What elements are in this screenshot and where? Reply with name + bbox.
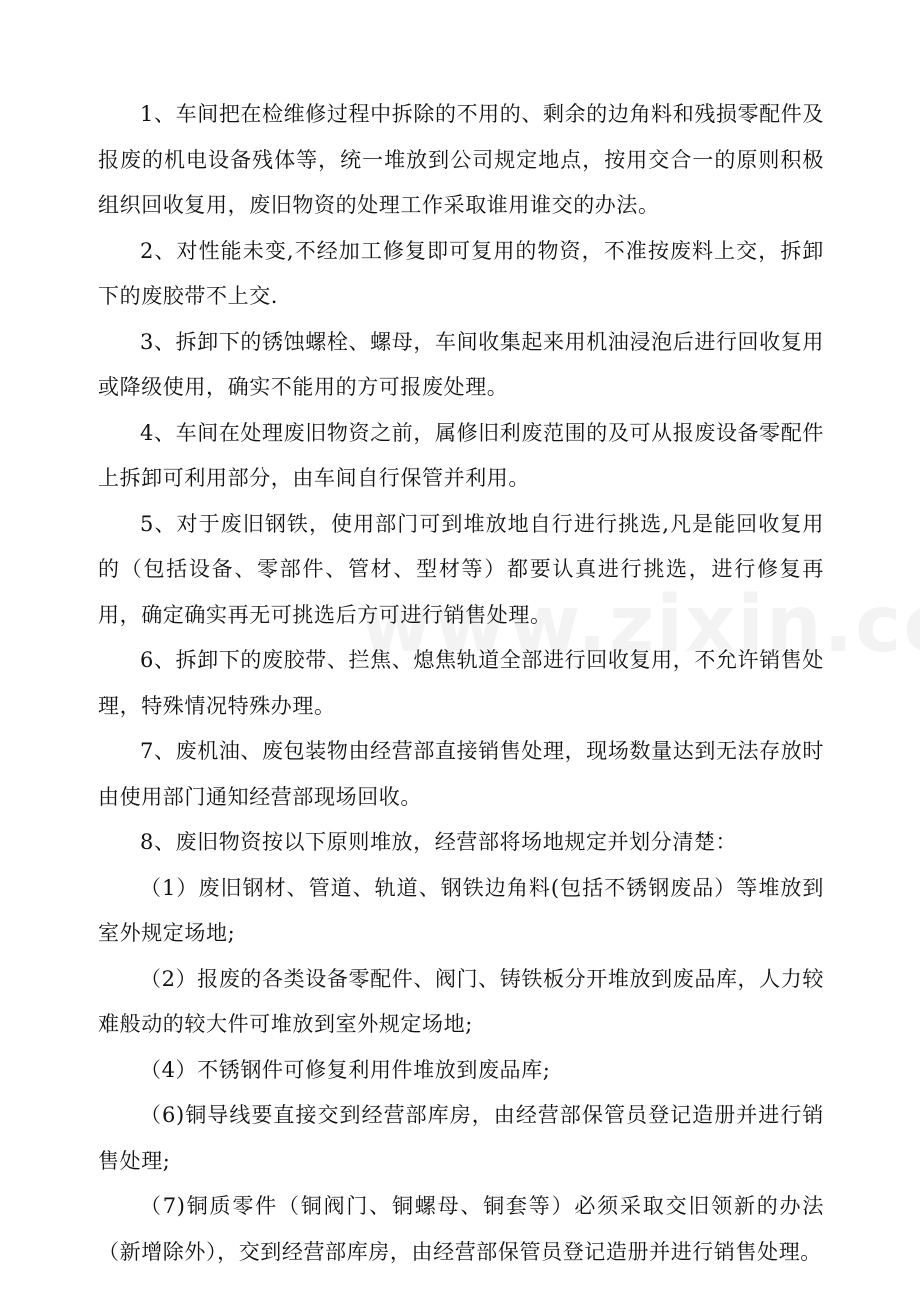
paragraph-3: 3、拆卸下的锈蚀螺栓、螺母，车间收集起来用机油浸泡后进行回收复用或降级使用，确实不能用的方可报废处理。: [98, 329, 824, 399]
paragraph-6: 6、拆卸下的废胶带、拦焦、熄焦轨道全部进行回收复用，不允许销售处理，特殊情况特殊办理。: [98, 648, 824, 718]
sub-item-2: （2）报废的各类设备零配件、阀门、铸铁板分开堆放到废品库，人力较难般动的较大件可堆放到室外规定场地;: [98, 966, 824, 1036]
sub-item-4: （4）不锈钢件可修复利用件堆放到废品库;: [140, 1057, 551, 1082]
paragraph-5: 5、对于废旧钢铁，使用部门可到堆放地自行进行挑选,凡是能回收复用的（包括设备、零部件、管材、型材等）都要认真进行挑选，进行修复再用，确定确实再无可挑选后方可进行销售处理。: [98, 511, 824, 627]
document-body: [98, 92, 824, 1275]
sub-item-6: （6)铜导线要直接交到经营部库房，由经营部保管员登记造册并进行销售处理;: [98, 1103, 824, 1173]
sub-item-7: （7)铜质零件（铜阀门、铜螺母、铜套等）必须采取交旧领新的办法（新增除外），交到经营部库房，由经营部保管员登记造册并进行销售处理。: [98, 1194, 824, 1264]
paragraph-1: 1、车间把在检维修过程中拆除的不用的、剩余的边角料和残损零配件及报废的机电设备残体等，统一堆放到公司规定地点，按用交合一的原则积极组织回收复用，废旧物资的处理工作采取谁用谁交的办法。: [98, 102, 824, 217]
paragraph-8: 8、废旧物资按以下原则堆放，经营部将场地规定并划分清楚：: [140, 830, 738, 854]
paragraph-7: 7、废机油、废包装物由经营部直接销售处理，现场数量达到无法存放时由使用部门通知经营部现场回收。: [98, 739, 824, 809]
sub-item-1: （1）废旧钢材、管道、轨道、钢铁边角料(包括不锈钢废品）等堆放到室外规定场地;: [98, 875, 824, 945]
paragraph-4: 4、车间在处理废旧物资之前，属修旧利废范围的及可从报废设备零配件上拆卸可利用部分，由车间自行保管并利用。: [98, 420, 824, 490]
paragraph-2: 2、对性能未变,不经加工修复即可复用的物资，不准按废料上交，拆卸下的废胶带不上交.: [98, 238, 824, 308]
